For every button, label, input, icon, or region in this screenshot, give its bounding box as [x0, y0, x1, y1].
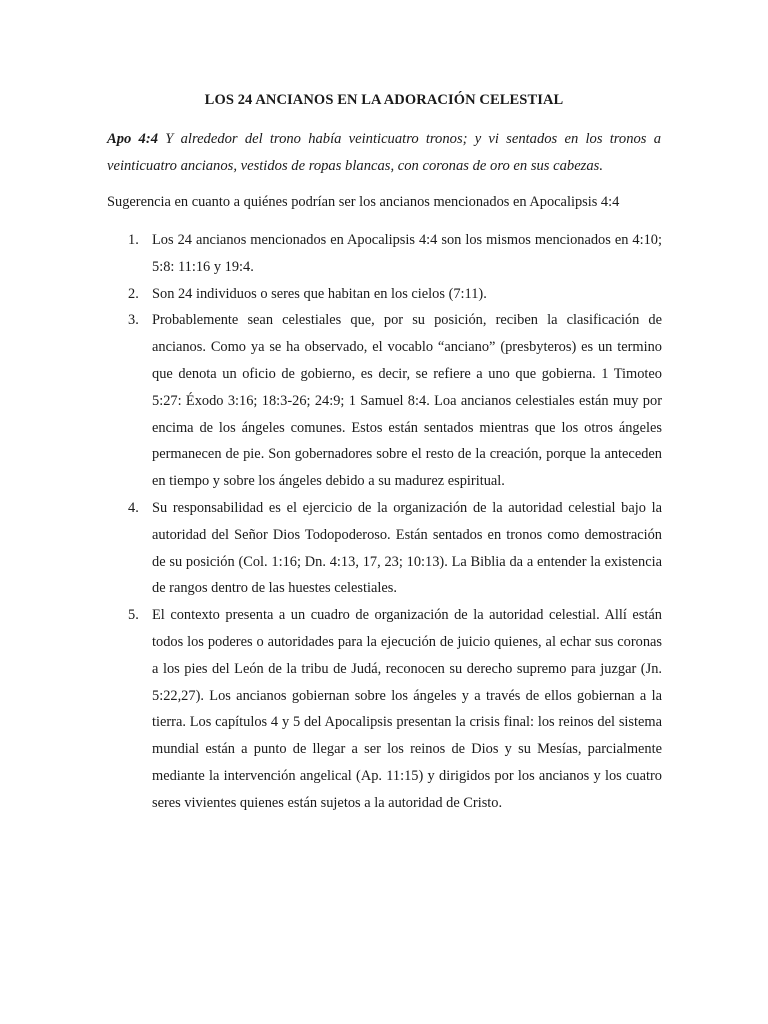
list-item-text: Los 24 ancianos mencionados en Apocalipsis 4:4 son los mismos mencionados en 4:10; 5:8: 11:16 y 19:4.: [152, 232, 662, 275]
list-item-text: Son 24 individuos o seres que habitan en los cielos (7:11).: [152, 285, 487, 302]
numbered-list: [107, 227, 662, 817]
list-item-number: 4.: [128, 499, 139, 516]
verse-paragraph: [107, 126, 661, 180]
list-item-text: Su responsabilidad es el ejercicio de la organización de la autoridad celestial bajo la autoridad del Señor Dios Todopoderoso. Están sentados en tronos como demostración de su posición (Col. 1:16; Dn. 4:13, 17, 23; 10:13). La Biblia da a entender la existencia de rangos dentro de las huestes celestiales.: [152, 499, 662, 597]
list-item: [107, 281, 662, 308]
list-item: [107, 227, 662, 281]
list-item: [107, 602, 662, 816]
verse-text: Y alrededor del trono había veinticuatro tronos; y vi sentados en los tronos a veinticuatro ancianos, vestidos de ropas blancas, con coronas de oro en sus cabezas.: [107, 131, 662, 174]
list-item-text: El contexto presenta a un cuadro de organización de la autoridad celestial. Allí están todos los poderes o autoridades para la ejecución de juicio quienes, al echar sus coronas a los pies del León de la tribu de Judá, reconocen su derecho supremo para juzgar (Jn. 5:22,27). Los ancianos gobiernan sobre los ángeles y a través de ellos gobiernan a la tierra. Los capítulos 4 y 5 del Apocalipsis presentan la crisis final: los reinos del sistema mundial están a punto de llegar a ser los reinos de Dios y su Mesías, parcialmente mediante la intervención angelical (Ap. 11:15) y dirigidos por los ancianos y los cuatro seres vivientes quienes están sujetos a la autoridad de Cristo.: [152, 607, 662, 811]
list-item-number: 1.: [128, 232, 139, 248]
document-title: LOS 24 ANCIANOS EN LA ADORACIÓN CELESTIAL: [204, 92, 564, 108]
list-item-text: Probablemente sean celestiales que, por su posición, reciben la clasificación de ancianos. Como ya se ha observado, el vocablo “anciano” (presbyteros) es un termino que denota un oficio de gobierno, es decir, se refiere a uno que gobierna. 1 Timoteo 5:27: Éxodo 3:16; 18:3-26; 24:9; 1 Samuel 8:4. Loa ancianos celestiales están muy por encima de los ángeles comunes. Estos están sentados mientras que los otros ángeles permanecen de pie. Son gobernadores sobre el resto de la creación, porque la anteceden en tiempo y sobre los ángeles debido a su madurez espiritual.: [152, 312, 662, 490]
list-item-number: 2.: [128, 285, 139, 302]
intro-paragraph: Sugerencia en cuanto a quiénes podrían ser los ancianos mencionados en Apocalipsis 4:4: [107, 194, 620, 210]
list-item: [107, 307, 662, 495]
list-item-number: 5.: [128, 607, 139, 624]
list-item-number: 3.: [128, 312, 139, 329]
verse-reference: Apo 4:4: [107, 131, 159, 147]
list-item: [107, 495, 662, 602]
